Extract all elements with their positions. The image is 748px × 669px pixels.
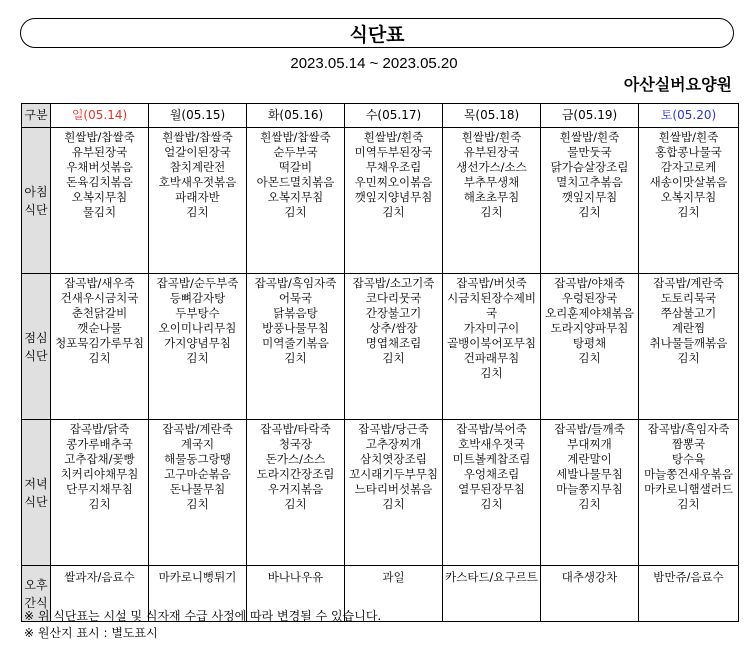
meal-label bbox=[22, 420, 51, 566]
meal-label-line: 간식 bbox=[24, 595, 48, 610]
menu-item: 상추/쌈장 bbox=[369, 321, 418, 335]
menu-item: 김치 bbox=[677, 351, 700, 365]
meal-label-line: 식단 bbox=[24, 202, 48, 217]
menu-item: 김치 bbox=[578, 205, 601, 219]
menu-item: 물김치 bbox=[82, 205, 117, 219]
menu-item: 김치 bbox=[480, 497, 503, 511]
menu-item: 부대찌개 bbox=[567, 437, 612, 451]
menu-item: 깻잎지무침 bbox=[561, 190, 618, 204]
menu-cell bbox=[247, 128, 345, 274]
menu-item: 잡곡밥/소고기죽 bbox=[352, 276, 435, 290]
day-header: 화(05.16) bbox=[247, 104, 345, 128]
day-header: 월(05.15) bbox=[149, 104, 247, 128]
menu-cell bbox=[149, 420, 247, 566]
menu-item: 두부탕수 bbox=[175, 306, 220, 320]
menu-cell bbox=[149, 128, 247, 274]
menu-item: 김치 bbox=[480, 205, 503, 219]
menu-item: 떡갈비 bbox=[278, 160, 313, 174]
menu-item: 등뼈감자탕 bbox=[169, 291, 226, 305]
menu-item: 춘천닭갈비 bbox=[71, 306, 128, 320]
menu-item: 깻순나물 bbox=[77, 321, 122, 335]
menu-item: 미트볼케찹조림 bbox=[452, 452, 531, 466]
menu-item: 치커리야채무침 bbox=[60, 467, 139, 481]
menu-item: 바나나우유 bbox=[267, 570, 324, 584]
menu-item: 김치 bbox=[186, 497, 209, 511]
menu-item: 참치계란전 bbox=[169, 160, 226, 174]
menu-item: 해초초무침 bbox=[463, 190, 520, 204]
corner-label: 구분 bbox=[22, 104, 51, 128]
menu-item: 흰쌀밥/흰죽 bbox=[559, 130, 620, 144]
day-header: 금(05.19) bbox=[541, 104, 639, 128]
menu-cell bbox=[443, 566, 541, 622]
menu-item: 얼갈이된장국 bbox=[164, 145, 231, 159]
menu-item: 돈나물무침 bbox=[169, 482, 226, 496]
menu-cell bbox=[639, 420, 739, 566]
menu-cell bbox=[345, 128, 443, 274]
menu-item: 명엽채조림 bbox=[365, 336, 422, 350]
meal-table bbox=[21, 103, 739, 622]
menu-cell bbox=[345, 420, 443, 566]
day-header: 토(05.20) bbox=[639, 104, 739, 128]
note-line: ※ 원산지 표시 : 별도표시 bbox=[24, 626, 158, 640]
menu-item: 잡곡밥/닭죽 bbox=[69, 422, 130, 436]
menu-cell bbox=[51, 274, 149, 420]
menu-item: 김치 bbox=[88, 497, 111, 511]
menu-item: 순두부국 bbox=[273, 145, 318, 159]
menu-item: 오복지무침 bbox=[71, 190, 128, 204]
menu-item: 마늘쫑건새우볶음 bbox=[644, 467, 733, 481]
menu-item: 코다리뭇국 bbox=[365, 291, 422, 305]
menu-cell bbox=[541, 566, 639, 622]
date-range: 2023.05.14 ~ 2023.05.20 bbox=[290, 55, 458, 72]
menu-item: 도라지양파무침 bbox=[550, 321, 629, 335]
menu-item: 과일 bbox=[382, 570, 405, 584]
menu-item: 콩가루배추국 bbox=[66, 437, 133, 451]
menu-item: 고추장찌개 bbox=[365, 437, 422, 451]
menu-cell bbox=[541, 128, 639, 274]
menu-item: 닭가슴살장조림 bbox=[550, 160, 629, 174]
menu-item: 어묵국 bbox=[278, 291, 313, 305]
menu-item: 잡곡밥/계란죽 bbox=[653, 276, 724, 290]
menu-item: 삼치엿장조림 bbox=[360, 452, 427, 466]
menu-cell bbox=[345, 274, 443, 420]
menu-item: 계란말이 bbox=[567, 452, 612, 466]
menu-item: 김치 bbox=[382, 497, 405, 511]
menu-item: 유부된장국 bbox=[463, 145, 520, 159]
meal-row bbox=[22, 274, 739, 420]
menu-item: 짬뽕국 bbox=[671, 437, 706, 451]
menu-item: 우거지볶음 bbox=[267, 482, 324, 496]
menu-item: 흰쌀밥/흰죽 bbox=[363, 130, 424, 144]
menu-item: 오리훈제야채볶음 bbox=[545, 306, 634, 320]
menu-item: 느타리버섯볶음 bbox=[354, 482, 433, 496]
menu-item: 미역두부된장국 bbox=[354, 145, 433, 159]
menu-item: 오복지무침 bbox=[267, 190, 324, 204]
meal-row bbox=[22, 420, 739, 566]
menu-item: 우민찌오이볶음 bbox=[354, 175, 433, 189]
menu-item: 잡곡밥/당근죽 bbox=[358, 422, 429, 436]
menu-item: 단무지채무침 bbox=[66, 482, 133, 496]
organization-name: 아산실버요양원 bbox=[623, 75, 732, 94]
menu-item: 가자미구이 bbox=[463, 321, 520, 335]
menu-cell bbox=[247, 274, 345, 420]
menu-cell bbox=[51, 420, 149, 566]
menu-item: 홍합콩나물국 bbox=[655, 145, 722, 159]
menu-item: 잡곡밥/버섯죽 bbox=[456, 276, 527, 290]
menu-item: 골뱅이북어포무침 bbox=[447, 336, 536, 350]
menu-item: 김치 bbox=[480, 366, 503, 380]
menu-item: 쌀과자/음료수 bbox=[64, 570, 135, 584]
meal-label-line: 오후 bbox=[24, 577, 48, 592]
menu-cell bbox=[639, 566, 739, 622]
menu-item: 돈육김치볶음 bbox=[66, 175, 133, 189]
menu-item: 김치 bbox=[578, 497, 601, 511]
menu-item: 잡곡밥/흑임자죽 bbox=[647, 422, 730, 436]
menu-item: 새송이맛살볶음 bbox=[649, 175, 728, 189]
menu-item: 흰쌀밥/찹쌀죽 bbox=[260, 130, 331, 144]
menu-item: 쭈삼불고기 bbox=[660, 306, 717, 320]
menu-title-text: 식단표 bbox=[349, 23, 405, 46]
menu-item: 세발나물무침 bbox=[556, 467, 623, 481]
menu-item: 잡곡밥/흑임자죽 bbox=[254, 276, 337, 290]
menu-item: 우렁된장국 bbox=[561, 291, 618, 305]
day-header: 수(05.17) bbox=[345, 104, 443, 128]
menu-item: 오이미나리무침 bbox=[158, 321, 237, 335]
menu-cell bbox=[443, 274, 541, 420]
menu-cell bbox=[541, 420, 639, 566]
menu-item: 무채우조림 bbox=[365, 160, 422, 174]
meal-row bbox=[22, 128, 739, 274]
menu-item: 잡곡밥/새우죽 bbox=[64, 276, 135, 290]
menu-item: 계국지 bbox=[180, 437, 215, 451]
menu-item: 김치 bbox=[88, 351, 111, 365]
menu-item: 호박새우젓볶음 bbox=[158, 175, 237, 189]
menu-item: 깻잎지양념무침 bbox=[354, 190, 433, 204]
menu-item: 대추생강차 bbox=[561, 570, 618, 584]
menu-item: 고추잡채/꽃빵 bbox=[64, 452, 135, 466]
menu-item: 탕평채 bbox=[572, 336, 607, 350]
menu-cell bbox=[639, 128, 739, 274]
menu-item: 도토리묵국 bbox=[660, 291, 717, 305]
menu-cell bbox=[247, 420, 345, 566]
menu-item: 흰쌀밥/흰죽 bbox=[658, 130, 719, 144]
menu-item: 오복지무침 bbox=[660, 190, 717, 204]
menu-item: 마카로니뻥튀기 bbox=[158, 570, 237, 584]
meal-label-line: 저녁 bbox=[24, 476, 48, 491]
table-body bbox=[22, 128, 739, 622]
menu-item: 미역줄기볶음 bbox=[262, 336, 329, 350]
menu-item: 잡곡밥/순두부죽 bbox=[156, 276, 239, 290]
menu-item: 도라지간장조림 bbox=[256, 467, 335, 481]
menu-item: 마늘쫑지무침 bbox=[556, 482, 623, 496]
day-header: 목(05.18) bbox=[443, 104, 541, 128]
menu-item: 방풍나물무침 bbox=[262, 321, 329, 335]
menu-item: 청포묵김가루무침 bbox=[55, 336, 144, 350]
meal-label bbox=[22, 128, 51, 274]
menu-cell bbox=[51, 128, 149, 274]
day-header: 일(05.14) bbox=[51, 104, 149, 128]
menu-item: 건새우시금치국 bbox=[60, 291, 139, 305]
menu-item: 잡곡밥/계란죽 bbox=[162, 422, 233, 436]
menu-item: 파래자반 bbox=[175, 190, 220, 204]
menu-item: 탕수육 bbox=[671, 452, 706, 466]
menu-item: 김치 bbox=[284, 497, 307, 511]
menu-item: 생선가스/소스 bbox=[456, 160, 527, 174]
menu-item: 부추무생채 bbox=[463, 175, 520, 189]
note-line: ※ 위 식단표는 시설 및 식자재 수급 사정에 따라 변경될 수 있습니다. bbox=[24, 609, 382, 623]
menu-item: 김치 bbox=[677, 497, 700, 511]
menu-item: 김치 bbox=[382, 351, 405, 365]
menu-item: 김치 bbox=[186, 351, 209, 365]
notes bbox=[24, 608, 381, 642]
menu-item: 김치 bbox=[382, 205, 405, 219]
menu-item: 계란찜 bbox=[671, 321, 706, 335]
menu-item: 멸치고추볶음 bbox=[556, 175, 623, 189]
menu-item: 호박새우젓국 bbox=[458, 437, 525, 451]
menu-item: 김치 bbox=[578, 351, 601, 365]
menu-item: 김치 bbox=[284, 205, 307, 219]
menu-item: 꼬시래기두부무침 bbox=[349, 467, 438, 481]
menu-item: 흰쌀밥/찹쌀죽 bbox=[64, 130, 135, 144]
menu-item: 취나물들깨볶음 bbox=[649, 336, 728, 350]
menu-item: 흰쌀밥/찹쌀죽 bbox=[162, 130, 233, 144]
menu-item: 간장불고기 bbox=[365, 306, 422, 320]
menu-cell bbox=[149, 274, 247, 420]
menu-item: 건파래무침 bbox=[463, 351, 520, 365]
menu-item: 잡곡밥/북어죽 bbox=[456, 422, 527, 436]
menu-item: 김치 bbox=[677, 205, 700, 219]
meal-label-line: 점심 bbox=[24, 330, 48, 345]
meal-label-line: 식단 bbox=[24, 494, 48, 509]
menu-item: 닭볶음탕 bbox=[273, 306, 318, 320]
meal-label bbox=[22, 274, 51, 420]
menu-item: 가지양념무침 bbox=[164, 336, 231, 350]
menu-item: 잡곡밥/야채죽 bbox=[554, 276, 625, 290]
menu-cell bbox=[443, 128, 541, 274]
menu-item: 우엉채조림 bbox=[463, 467, 520, 481]
menu-item: 유부된장국 bbox=[71, 145, 128, 159]
menu-item: 청국장 bbox=[278, 437, 313, 451]
menu-item: 열무된장무침 bbox=[458, 482, 525, 496]
menu-item: 돈가스/소스 bbox=[265, 452, 326, 466]
menu-item: 우채버섯볶음 bbox=[66, 160, 133, 174]
menu-item: 카스타드/요구르트 bbox=[445, 570, 538, 584]
menu-item: 해물동그랑땡 bbox=[164, 452, 231, 466]
menu-cell bbox=[639, 274, 739, 420]
menu-item: 밤만쥬/음료수 bbox=[653, 570, 724, 584]
meal-label-line: 아침 bbox=[24, 184, 48, 199]
menu-item: 감자고로케 bbox=[660, 160, 717, 174]
menu-item: 아몬드멸치볶음 bbox=[256, 175, 335, 189]
menu-item: 김치 bbox=[186, 205, 209, 219]
menu-item: 시금치된장수제비국 bbox=[447, 291, 536, 320]
menu-item: 흰쌀밥/흰죽 bbox=[461, 130, 522, 144]
menu-cell bbox=[443, 420, 541, 566]
menu-title bbox=[20, 18, 734, 48]
menu-cell bbox=[541, 274, 639, 420]
menu-item: 김치 bbox=[284, 351, 307, 365]
menu-item: 마카로니햄샐러드 bbox=[644, 482, 733, 496]
menu-item: 물만둣국 bbox=[567, 145, 612, 159]
menu-item: 잡곡밥/들깨죽 bbox=[554, 422, 625, 436]
meal-label-line: 식단 bbox=[24, 348, 48, 363]
table-header-row bbox=[22, 104, 739, 128]
menu-item: 잡곡밥/타락죽 bbox=[260, 422, 331, 436]
menu-item: 고구마순볶음 bbox=[164, 467, 231, 481]
